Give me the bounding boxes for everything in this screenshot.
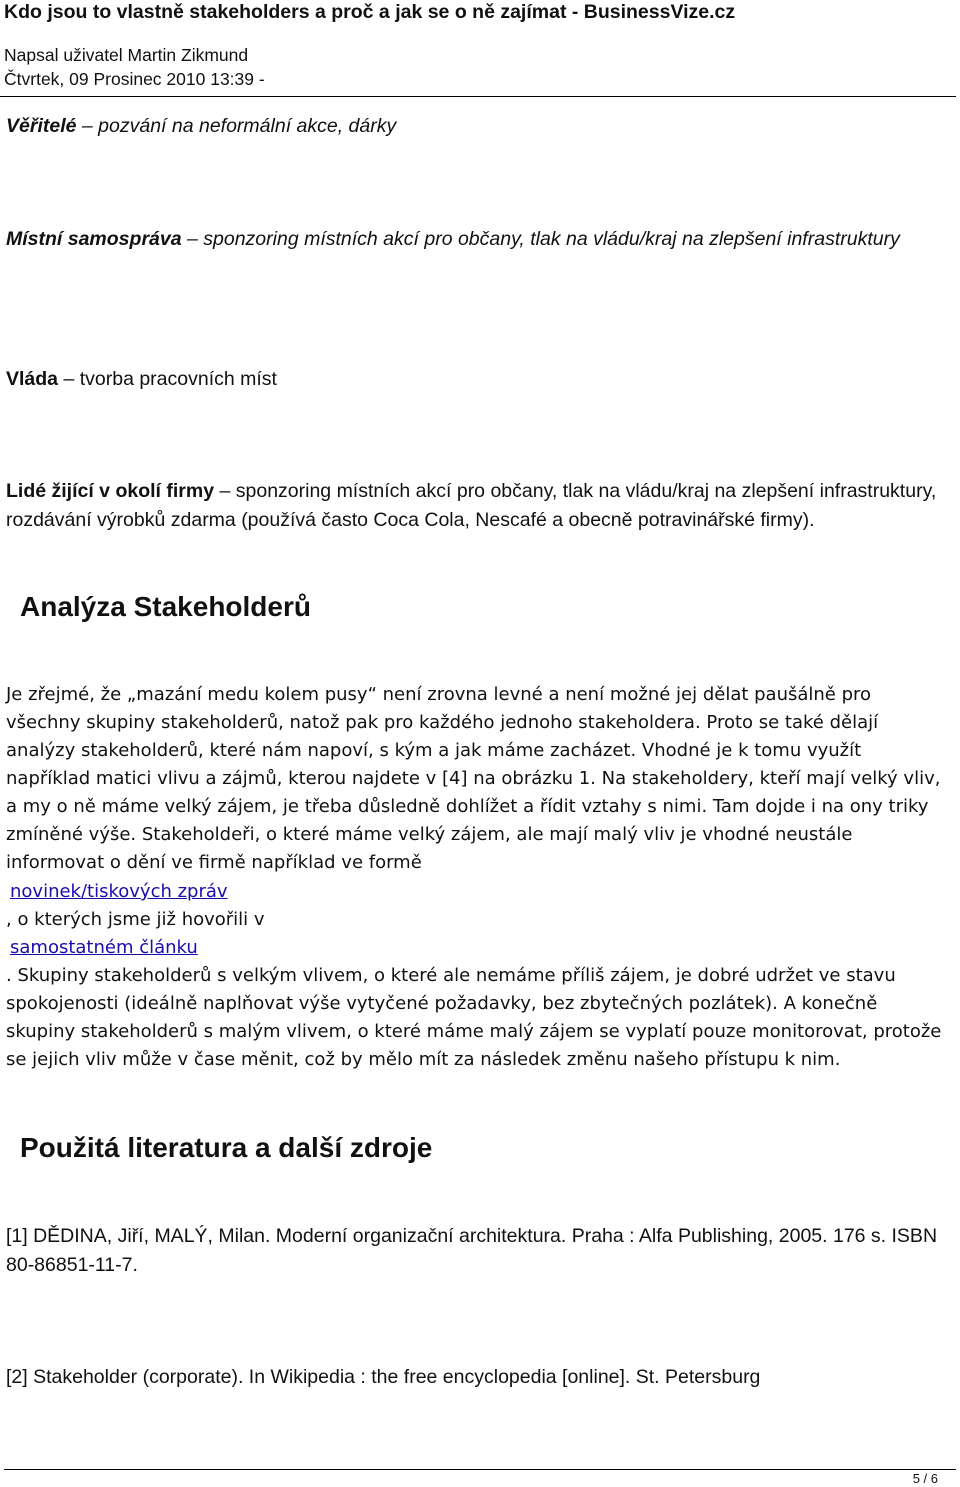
item-description: pozvání na neformální akce, dárky (98, 115, 397, 137)
reference-2: [2] Stakeholder (corporate). In Wikipedia : the free encyclopedia [online]. St. Petersburg (6, 1366, 761, 1388)
item-description: sponzoring místních akcí pro občany, tlak na vládu/kraj na zlepšení infrastruktury (203, 228, 900, 250)
document-title: Kdo jsou to vlastně stakeholders a proč a jak se o ně zajímat - BusinessVize.cz (4, 1, 736, 23)
footer-divider (4, 1469, 956, 1470)
stakeholder-item-local-residents: Lidé žijící v okolí firmy – sponzoring místních akcí pro občany, tlak na vládu/kraj na zlepšení infrastruktury, rozdávání výrobků zdarma (používá často Coca Cola, Nescafé a obecně potravinářské firmy). (6, 480, 937, 531)
item-description: tvorba pracovních míst (79, 368, 277, 390)
author-line: Napsal uživatel Martin Zikmund (4, 45, 249, 65)
stakeholder-item-creditors: Věřitelé – pozvání na neformální akce, dárky (6, 115, 397, 137)
heading-stakeholder-analysis: Analýza Stakeholderů (20, 591, 311, 622)
analysis-connector-text: , o kterých jsme již hovořili v (6, 909, 265, 930)
link-press-releases[interactable]: novinek/tiskových zpráv (10, 881, 228, 902)
item-description: sponzoring místních akcí pro občany, tlak na vládu/kraj na zlepšení infrastruktury, rozdávání výrobků zdarma (používá často Coca Cola, Nescafé a obecně potravinářské firmy). (6, 480, 937, 531)
item-term: Lidé žijící v okolí firmy (6, 480, 215, 502)
heading-references: Použitá literatura a další zdroje (20, 1132, 433, 1163)
analysis-paragraph-continued: . Skupiny stakeholderů s velkým vlivem, o které ale nemáme příliš zájem, je dobré udržet ve stavu spokojenosti (ideálně naplňovat výše vytyčené požadavky, bez zbytečných pozlátek). A konečně skupiny stakeholderů s malým vlivem, o které máme malý zájem se vyplatí pouze monitorovat, protože se jejich vliv může v čase měnit, což by mělo mít za následek změnu našeho přístupu k nim. (6, 965, 942, 1070)
reference-1: [1] DĚDINA, Jiří, MALÝ, Milan. Moderní organizační architektura. Praha : Alfa Publishing, 2005. 176 s. ISBN 80-86851-11-7. (6, 1225, 938, 1276)
page-header (0, 0, 956, 97)
item-term: Místní samospráva (6, 228, 182, 250)
page-number: 5 / 6 (912, 1471, 938, 1486)
analysis-paragraph: Je zřejmé, že „mazání medu kolem pusy“ není zrovna levné a není možné jej dělat paušálně pro všechny skupiny stakeholderů, natož pak pro každého jednoho stakeholdera. Proto se také dělají analýzy stakeholderů, které nám napoví, s kým a jak máme zacházet. Vhodné je k tomu využít například matici vlivu a zájmů, kterou najdete v [4] na obrázku 1. Na stakeholdery, kteří mají velký vliv, a my o ně máme velký zájem, je třeba důsledně dohlížet a řídit vztahy s nimi. Tam dojde i na ony triky zmíněné výše. Stakeholdeři, o které máme velký zájem, ale mají malý vliv je vhodné neustále informovat o dění ve firmě například ve formě (6, 684, 941, 873)
item-term: Věřitelé (6, 115, 77, 137)
date-line: Čtvrtek, 09 Prosinec 2010 13:39 - (4, 69, 265, 89)
stakeholder-item-local-government: Místní samospráva – sponzoring místních akcí pro občany, tlak na vládu/kraj na zlepšení infrastruktury (6, 228, 900, 250)
stakeholder-item-government: Vláda – tvorba pracovních míst (6, 368, 277, 390)
link-separate-article[interactable]: samostatném článku (10, 937, 198, 958)
item-term: Vláda (6, 368, 59, 390)
